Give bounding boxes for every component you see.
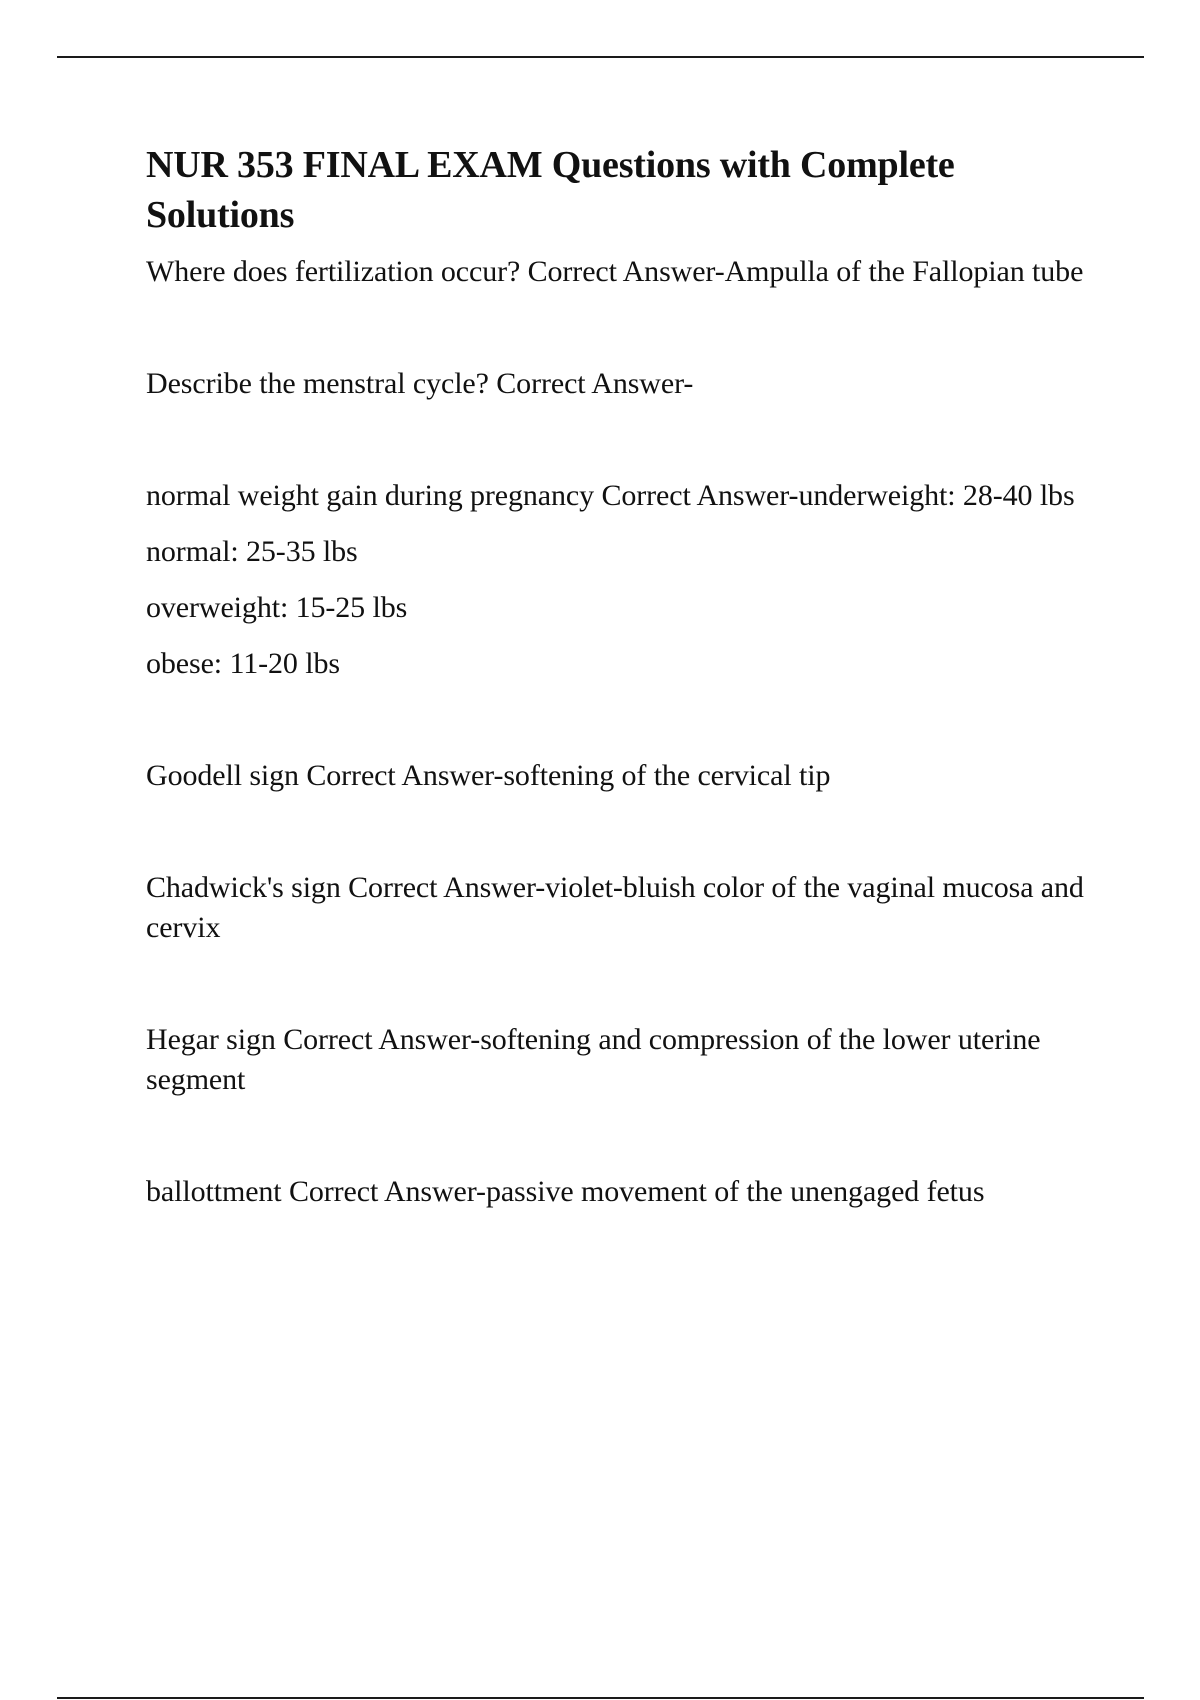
- page-title: NUR 353 FINAL EXAM Questions with Complete Solutions: [146, 144, 955, 236]
- qa-chadwick-sign: Chadwick's sign Correct Answer-violet-bluish color of the vaginal mucosa and cervix: [146, 871, 1084, 944]
- qa-fertilization: Where does fertilization occur? Correct Answer-Ampulla of the Fallopian tube: [146, 255, 1084, 288]
- weight-gain-obese: obese: 11-20 lbs: [146, 647, 340, 680]
- qa-menstrual-cycle: Describe the menstral cycle? Correct Answer-: [146, 367, 694, 400]
- weight-gain-normal: normal: 25-35 lbs: [146, 535, 358, 568]
- document-body: [146, 140, 1096, 1212]
- weight-gain-overweight: overweight: 15-25 lbs: [146, 591, 408, 624]
- bottom-rule: [57, 1697, 1144, 1699]
- top-rule: [57, 56, 1144, 58]
- qa-goodell-sign: Goodell sign Correct Answer-softening of the cervical tip: [146, 759, 831, 792]
- qa-hegar-sign: Hegar sign Correct Answer-softening and compression of the lower uterine segment: [146, 1023, 1041, 1096]
- qa-weight-gain: normal weight gain during pregnancy Correct Answer-underweight: 28-40 lbs: [146, 479, 1075, 512]
- qa-ballottment: ballottment Correct Answer-passive movement of the unengaged fetus: [146, 1175, 985, 1208]
